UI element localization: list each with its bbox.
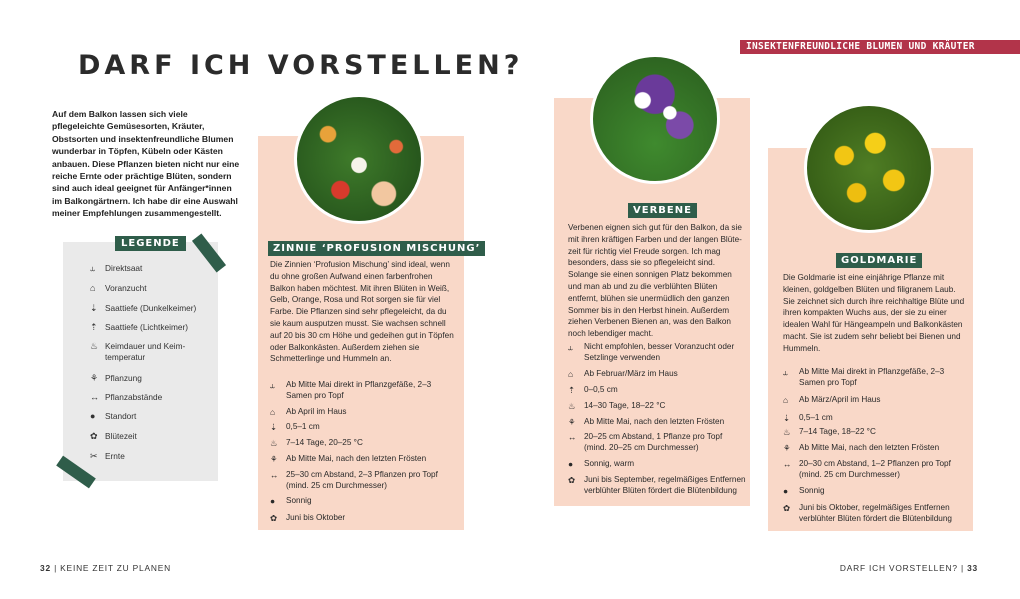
planting-icon: ⚘ bbox=[270, 454, 278, 464]
fact-bloom-time: ✿ Juni bis September, regelmäßiges Entfernen verblühter Blüten fördert die Blütenbildung bbox=[568, 475, 746, 495]
direct-sow-icon: ⥿ bbox=[568, 342, 573, 352]
pre-growing-icon: ⌂ bbox=[90, 283, 96, 293]
fact-spacing: ↔ 20–25 cm Abstand, 1 Pflanze pro Topf (mind. 20–25 cm Durchmesser) bbox=[568, 432, 723, 452]
plant-description-goldmarie: Die Goldmarie ist eine einjährige Pflanze mit kleinen, goldgelben Blüten und filigranem Laub. Sie zeichnet sich durch ihre reichhaltige Blüte und ihren kompakten Wuchs aus, der sie zu einer idealen Wahl für Hängeampeln und Balkonkästen macht. Sie ist zudem sehr beliebt bei Bienen und Hummeln. bbox=[783, 273, 965, 353]
footer-divider: | bbox=[960, 563, 968, 573]
footer-left bbox=[40, 563, 171, 573]
fact-sow-depth: ⇣ 0,5–1 cm bbox=[270, 422, 320, 432]
location-pin-icon: ● bbox=[90, 411, 96, 421]
plant-name-verbena: VERBENE bbox=[628, 203, 697, 218]
fact-sow-depth: ⇣ 0,5–1 cm bbox=[783, 413, 833, 423]
flower-icon: ✿ bbox=[783, 503, 791, 513]
legend-item: ⇡ Saattiefe (Lichtkeimer) bbox=[90, 322, 189, 332]
germination-icon: ♨ bbox=[90, 341, 99, 351]
legend-item: ♨ Keimdauer und Keimtemperatur bbox=[90, 341, 186, 362]
germination-icon: ♨ bbox=[783, 427, 791, 437]
fact-location: ● Sonnig bbox=[270, 496, 312, 506]
legend-item: ● Standort bbox=[90, 411, 137, 421]
verbena-photo bbox=[590, 54, 720, 184]
legend-item: ✂ Ernte bbox=[90, 451, 125, 461]
flower-icon: ✿ bbox=[90, 431, 98, 441]
planting-icon: ⚘ bbox=[783, 443, 791, 453]
intro-paragraph: Auf dem Balkon lassen sich viele pflegeleichte Gemüsesorten, Kräuter, Obstsorten und insektenfreundliche Blumen wunderbar in Töpfen, Kübeln oder Kästen anbauen. Diese Pflanzen bieten nicht nur eine reiche Ernte oder prächtige Blüten, sondern sind auch ideal geeignet für Anfänger*innen im Balkongärtnern. Ich habe dir eine Auswahl meiner Empfehlungen zusammengestellt. bbox=[52, 109, 240, 219]
sow-depth-light-icon: ⇡ bbox=[90, 322, 98, 332]
sow-depth-icon: ⇡ bbox=[568, 385, 576, 395]
pre-growing-icon: ⌂ bbox=[568, 369, 574, 379]
fact-planting: ⚘ Ab Mitte Mai, nach den letzten Frösten bbox=[568, 417, 725, 427]
fact-germination: ♨ 7–14 Tage, 18–22 °C bbox=[783, 427, 876, 437]
page-title: DARF ICH VORSTELLEN? bbox=[78, 50, 524, 81]
page-number-left: 32 bbox=[40, 563, 51, 573]
footer-right-title: DARF ICH VORSTELLEN? bbox=[839, 563, 958, 573]
sow-depth-icon: ⇣ bbox=[783, 413, 791, 423]
germination-icon: ♨ bbox=[270, 438, 278, 448]
plant-description-zinnia: Die Zinnien ‘Profusion Mischung’ sind ideal, wenn du ohne großen Aufwand einen farbenfrohen Balkon haben möchtest. Mit ihren Blüten in Weiß, Gelb, Orange, Rosa und Rot sorgen sie für viel Farbe. Die Pflanzen sind sehr pflegeleicht, da du sie kaum ausputzen musst. Sie wachsen schnell auf 20 bis 30 cm Höhe und gedeihen gut in Töpfen oder Balkonkästen. Außerdem ziehen sie Schmetterlinge und Hummeln an. bbox=[270, 260, 454, 364]
direct-sow-icon: ⥿ bbox=[90, 263, 96, 273]
flower-icon: ✿ bbox=[270, 513, 278, 523]
spacing-icon: ↔ bbox=[90, 392, 99, 402]
legend-item: ⚘ Pflanzung bbox=[90, 373, 142, 383]
fact-planting: ⚘ Ab Mitte Mai, nach den letzten Frösten bbox=[783, 443, 940, 453]
location-pin-icon: ● bbox=[568, 459, 574, 469]
fact-planting: ⚘ Ab Mitte Mai, nach den letzten Frösten bbox=[270, 454, 427, 464]
fact-pre-growing: ⌂ Ab April im Haus bbox=[270, 407, 347, 417]
legend-title: LEGENDE bbox=[115, 236, 186, 251]
fact-pre-growing: ⌂ Ab März/April im Haus bbox=[783, 395, 881, 405]
footer-right bbox=[840, 563, 978, 573]
page-number-right: 33 bbox=[967, 563, 978, 573]
legend-item: ⇣ Saattiefe (Dunkelkeimer) bbox=[90, 303, 197, 313]
spacing-icon: ↔ bbox=[270, 470, 279, 480]
legend-item: ✿ Blütezeit bbox=[90, 431, 137, 441]
section-tag: INSEKTENFREUNDLICHE BLUMEN UND KRÄUTER bbox=[740, 40, 1020, 54]
fact-location: ● Sonnig bbox=[783, 486, 825, 496]
planting-icon: ⚘ bbox=[90, 373, 99, 383]
plant-name-goldmarie: GOLDMARIE bbox=[836, 253, 922, 268]
direct-sow-icon: ⥿ bbox=[783, 367, 788, 377]
fact-spacing: ↔ 25–30 cm Abstand, 2–3 Pflanzen pro Topf (mind. 25 cm Durchmesser) bbox=[270, 470, 438, 490]
location-pin-icon: ● bbox=[270, 496, 276, 506]
fact-direct-sow: ⥿ Ab Mitte Mai direkt in Pflanzgefäße, 2–3 Samen pro Topf bbox=[270, 380, 432, 400]
spacing-icon: ↔ bbox=[568, 432, 577, 442]
footer-left-title: KEINE ZEIT ZU PLANEN bbox=[60, 563, 171, 573]
sow-depth-icon: ⇣ bbox=[270, 422, 278, 432]
direct-sow-icon: ⥿ bbox=[270, 380, 275, 390]
legend-item: ⥿ Direktsaat bbox=[90, 263, 143, 273]
legend-item: ↔ Pflanzabstände bbox=[90, 392, 163, 402]
location-pin-icon: ● bbox=[783, 486, 789, 496]
fact-germination: ♨ 14–30 Tage, 18–22 °C bbox=[568, 401, 666, 411]
fact-location: ● Sonnig, warm bbox=[568, 459, 635, 469]
fact-germination: ♨ 7–14 Tage, 20–25 °C bbox=[270, 438, 363, 448]
fact-bloom-time: ✿ Juni bis Oktober bbox=[270, 513, 346, 523]
pre-growing-icon: ⌂ bbox=[783, 395, 789, 405]
plant-description-verbena: Verbenen eignen sich gut für den Balkon, da sie mit ihren kräftigen Farben und der langen Blütezeit für richtig viel Freude sorgen. Ich mag besonders, dass sie so pflegeleicht sind. Solange sie einen sonnigen Platz bekommen und man ab und zu die verblühten Blüten entfernt, blühen sie unermüdlich den ganzen Sommer bis in den Herbst hinein. Außerdem ziehen Verbenen Bienen an, was den Balkon noch lebendiger macht. bbox=[568, 223, 742, 339]
fact-direct-sow: ⥿ Nicht empfohlen, besser Voranzucht oder Setzlinge verwenden bbox=[568, 342, 735, 362]
harvest-icon: ✂ bbox=[90, 451, 98, 461]
legend-item: ⌂ Voranzucht bbox=[90, 283, 147, 293]
fact-spacing: ↔ 20–30 cm Abstand, 1–2 Pflanzen pro Topf (mind. 25 cm Durchmesser) bbox=[783, 459, 951, 479]
fact-pre-growing: ⌂ Ab Februar/März im Haus bbox=[568, 369, 678, 379]
fact-direct-sow: ⥿ Ab Mitte Mai direkt in Pflanzgefäße, 2–3 Samen pro Topf bbox=[783, 367, 945, 387]
zinnia-photo bbox=[294, 94, 424, 224]
goldmarie-photo bbox=[804, 103, 934, 233]
flower-icon: ✿ bbox=[568, 475, 576, 485]
sow-depth-dark-icon: ⇣ bbox=[90, 303, 98, 313]
fact-sow-depth: ⇡ 0–0,5 cm bbox=[568, 385, 618, 395]
footer-divider: | bbox=[54, 563, 61, 573]
fact-bloom-time: ✿ Juni bis Oktober, regelmäßiges Entfernen verblühter Blüten fördert die Blütenbildung bbox=[783, 503, 952, 523]
germination-icon: ♨ bbox=[568, 401, 576, 411]
planting-icon: ⚘ bbox=[568, 417, 576, 427]
pre-growing-icon: ⌂ bbox=[270, 407, 276, 417]
plant-name-zinnia: ZINNIE ‘PROFUSION MISCHUNG’ bbox=[268, 241, 485, 256]
spacing-icon: ↔ bbox=[783, 459, 792, 469]
